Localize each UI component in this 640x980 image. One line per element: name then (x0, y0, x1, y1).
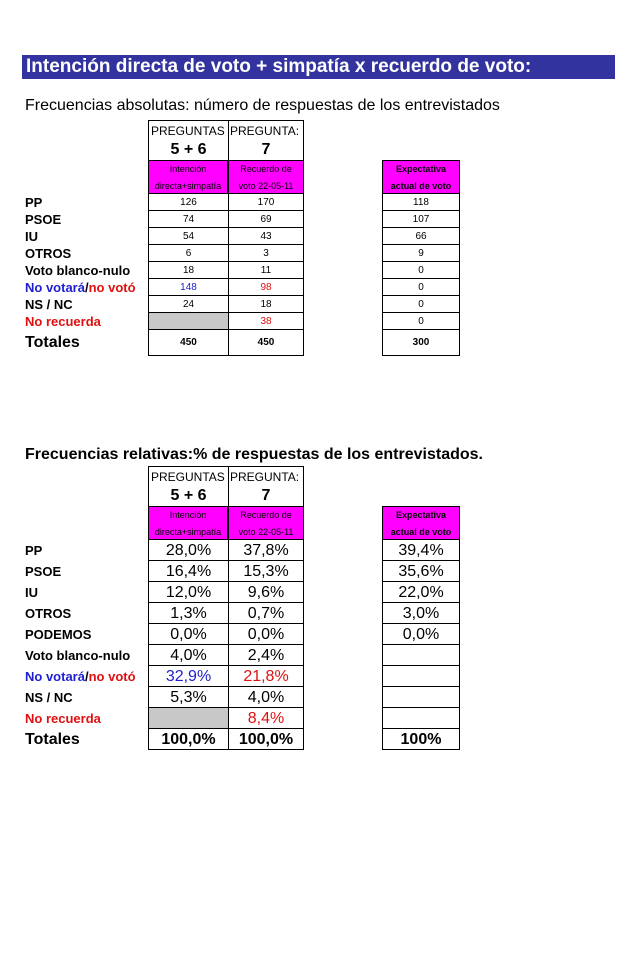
table-row (25, 603, 465, 624)
page-title: Intención directa de voto + simpatía x recuerdo de voto: (22, 55, 615, 79)
cell-recall: 15,3% (228, 561, 304, 582)
row-label: Voto blanco-nulo (25, 648, 131, 663)
cell-expectation: 39,4% (382, 540, 460, 561)
cell-recall: 38 (228, 313, 304, 330)
col3-header-desc: Expectativa actual de voto (382, 506, 460, 540)
absolute-subtitle: Frecuencias absolutas: número de respuestas de los entrevistados (25, 97, 500, 114)
table-row (25, 687, 465, 708)
cell-intention: 54 (148, 228, 228, 245)
col1-header-desc: Intención directa+simpatía (148, 506, 228, 540)
cell-expectation-total: 100% (382, 729, 460, 750)
cell-intention: 148 (148, 279, 228, 296)
cell-intention: 6 (148, 245, 228, 262)
totals-row (25, 330, 465, 356)
table-row (25, 540, 465, 561)
cell-recall: 8,4% (228, 708, 304, 729)
cell-expectation: 107 (382, 211, 460, 228)
cell-expectation (382, 687, 460, 708)
table-row (25, 708, 465, 729)
col1-header-question: 5 + 6 (148, 486, 228, 506)
relative-subtitle: Frecuencias relativas:% de respuestas de los entrevistados. (25, 446, 483, 463)
cell-recall: 0,0% (228, 624, 304, 645)
col2-header-question: 7 (228, 140, 304, 160)
col2-header-desc: Recuerdo de voto 22-05-11 (228, 160, 304, 194)
cell-intention-empty (148, 313, 228, 330)
row-label: PODEMOS (25, 627, 92, 642)
cell-recall: 69 (228, 211, 304, 228)
row-label: IU (25, 585, 38, 600)
cell-intention: 126 (148, 194, 228, 211)
row-label: No recuerda (25, 711, 101, 726)
cell-expectation (382, 708, 460, 729)
row-label: PSOE (25, 564, 62, 579)
table-row (25, 313, 465, 330)
row-label: No votará/no votó (25, 669, 136, 684)
table-row (25, 624, 465, 645)
cell-recall: 11 (228, 262, 304, 279)
cell-recall: 9,6% (228, 582, 304, 603)
cell-expectation (382, 666, 460, 687)
cell-recall: 98 (228, 279, 304, 296)
cell-intention-empty (148, 708, 228, 729)
cell-expectation: 0 (382, 296, 460, 313)
col3-header-desc: Expectativa actual de voto (382, 160, 460, 194)
table-row (25, 211, 465, 228)
table-row (25, 245, 465, 262)
col1-header-desc: Intención directa+simpatía (148, 160, 228, 194)
cell-expectation: 22,0% (382, 582, 460, 603)
row-label: OTROS (25, 606, 72, 621)
cell-recall: 21,8% (228, 666, 304, 687)
row-label: PP (25, 543, 43, 558)
table-row (25, 279, 465, 296)
table-row (25, 582, 465, 603)
cell-expectation: 9 (382, 245, 460, 262)
cell-expectation: 118 (382, 194, 460, 211)
row-label: PP (25, 195, 43, 210)
col1-header-question: 5 + 6 (148, 140, 228, 160)
row-label: OTROS (25, 246, 72, 261)
cell-recall: 37,8% (228, 540, 304, 561)
row-label: NS / NC (25, 690, 73, 705)
cell-intention-total: 450 (148, 330, 228, 356)
cell-intention: 5,3% (148, 687, 228, 708)
cell-recall: 43 (228, 228, 304, 245)
col2-header-top: PREGUNTA: (228, 466, 304, 486)
totals-label: Totales (25, 731, 80, 748)
table-row (25, 645, 465, 666)
cell-expectation: 0 (382, 313, 460, 330)
col2-header-question: 7 (228, 486, 304, 506)
cell-recall: 0,7% (228, 603, 304, 624)
col2-header-desc: Recuerdo de voto 22-05-11 (228, 506, 304, 540)
row-label: PSOE (25, 212, 62, 227)
cell-recall-total: 450 (228, 330, 304, 356)
table-row (25, 194, 465, 211)
cell-expectation (382, 645, 460, 666)
cell-intention: 16,4% (148, 561, 228, 582)
cell-expectation: 0 (382, 262, 460, 279)
cell-expectation: 35,6% (382, 561, 460, 582)
cell-expectation: 3,0% (382, 603, 460, 624)
cell-recall: 18 (228, 296, 304, 313)
cell-recall: 3 (228, 245, 304, 262)
cell-intention: 28,0% (148, 540, 228, 561)
col2-header-top: PREGUNTA: (228, 120, 304, 140)
cell-expectation: 0,0% (382, 624, 460, 645)
row-label: NS / NC (25, 297, 73, 312)
col1-header-top: PREGUNTAS (148, 466, 228, 486)
table-row (25, 296, 465, 313)
row-label: No recuerda (25, 314, 101, 329)
row-label: IU (25, 229, 38, 244)
cell-expectation: 66 (382, 228, 460, 245)
cell-intention: 1,3% (148, 603, 228, 624)
cell-expectation-total: 300 (382, 330, 460, 356)
cell-recall-total: 100,0% (228, 729, 304, 750)
cell-intention: 74 (148, 211, 228, 228)
cell-recall: 4,0% (228, 687, 304, 708)
cell-intention: 32,9% (148, 666, 228, 687)
table-row (25, 666, 465, 687)
cell-intention-total: 100,0% (148, 729, 228, 750)
table-row (25, 561, 465, 582)
cell-intention: 18 (148, 262, 228, 279)
cell-recall: 170 (228, 194, 304, 211)
cell-recall: 2,4% (228, 645, 304, 666)
totals-row (25, 729, 465, 750)
col1-header-top: PREGUNTAS (148, 120, 228, 140)
table-row (25, 228, 465, 245)
cell-intention: 0,0% (148, 624, 228, 645)
row-label: No votará/no votó (25, 280, 136, 295)
cell-intention: 12,0% (148, 582, 228, 603)
totals-label: Totales (25, 334, 80, 351)
cell-intention: 24 (148, 296, 228, 313)
row-label: Voto blanco-nulo (25, 263, 131, 278)
cell-intention: 4,0% (148, 645, 228, 666)
table-row (25, 262, 465, 279)
cell-expectation: 0 (382, 279, 460, 296)
